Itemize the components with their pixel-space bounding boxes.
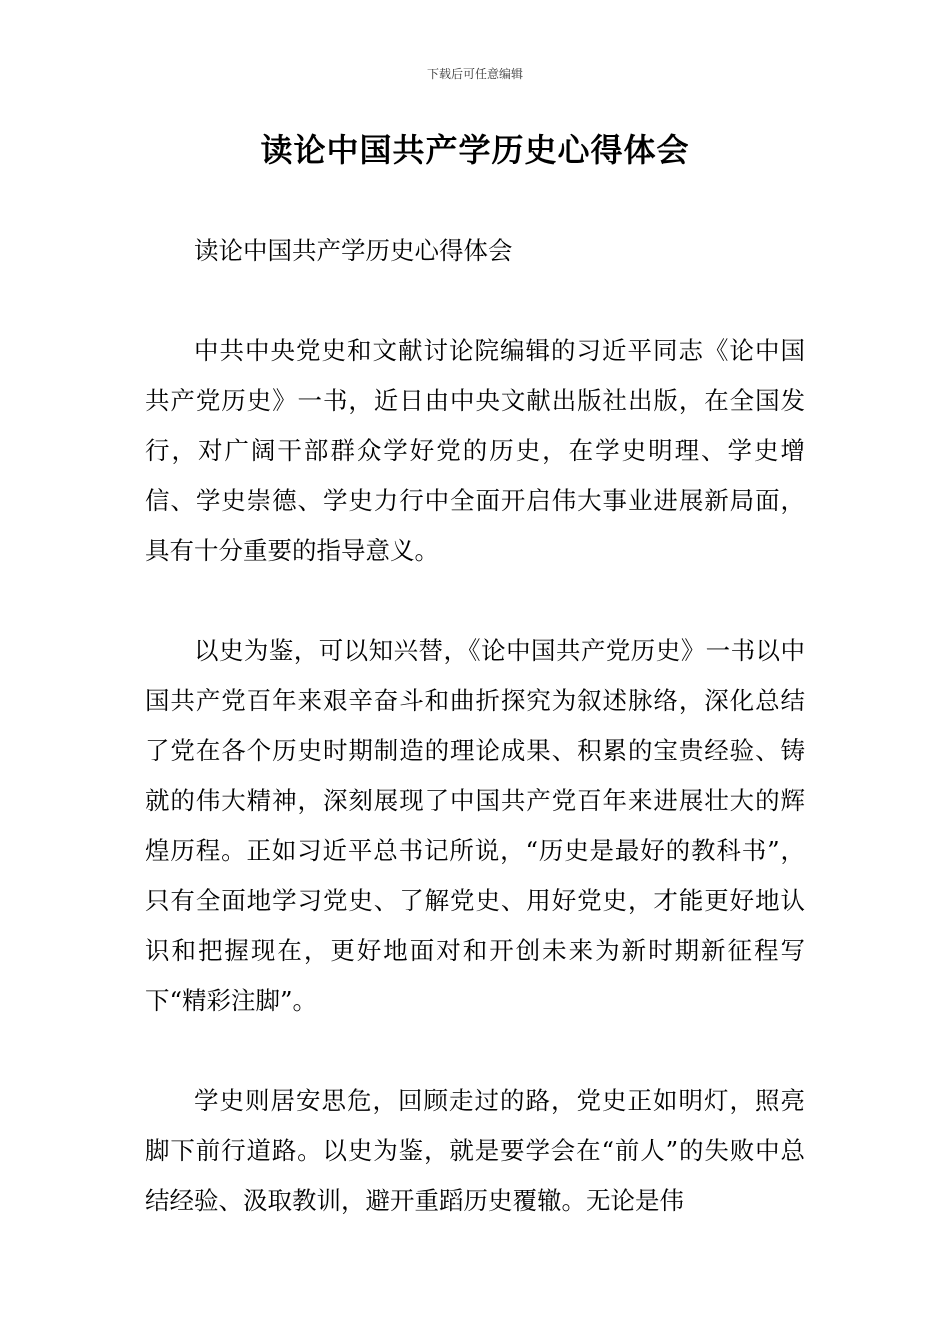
- header-note: 下载后可任意编辑: [426, 67, 523, 81]
- body-paragraph-3: 学史则居安思危，回顾走过的路，党史正如明灯，照亮脚下前行道路。以史为鉴，就是要学会在“前人”的失败中总结经验、汲取教训，避开重蹈历史覆辙。无论是伟: [145, 1086, 805, 1215]
- document-subtitle: 读论中国共产学历史心得体会: [194, 236, 513, 265]
- body-paragraph-2: 以史为鉴，可以知兴替，《论中国共产党历史》一书以中国共产党百年来艰辛奋斗和曲折探究为叙述脉络，深化总结了党在各个历史时期制造的理论成果、积累的宝贵经验、铸就的伟大精神，深刻展现了中国共产党百年来进展壮大的辉煌历程。正如习近平总书记所说，“历史是最好的教科书”，只有全面地学习党史、了解党史、用好党史，才能更好地认识和把握现在，更好地面对和开创未来为新时期新征程写下“精彩注脚”。: [145, 636, 805, 1015]
- body-paragraph-1: 中共中央党史和文献讨论院编辑的习近平同志《论中国共产党历史》一书，近日由中央文献出版社出版，在全国发行，对广阔干部群众学好党的历史，在学史明理、学史增信、学史崇德、学史力行中全面开启伟大事业进展新局面，具有十分重要的指导意义。: [145, 336, 805, 565]
- document-title: 读论中国共产学历史心得体会: [260, 131, 690, 169]
- document-body: [145, 226, 805, 1276]
